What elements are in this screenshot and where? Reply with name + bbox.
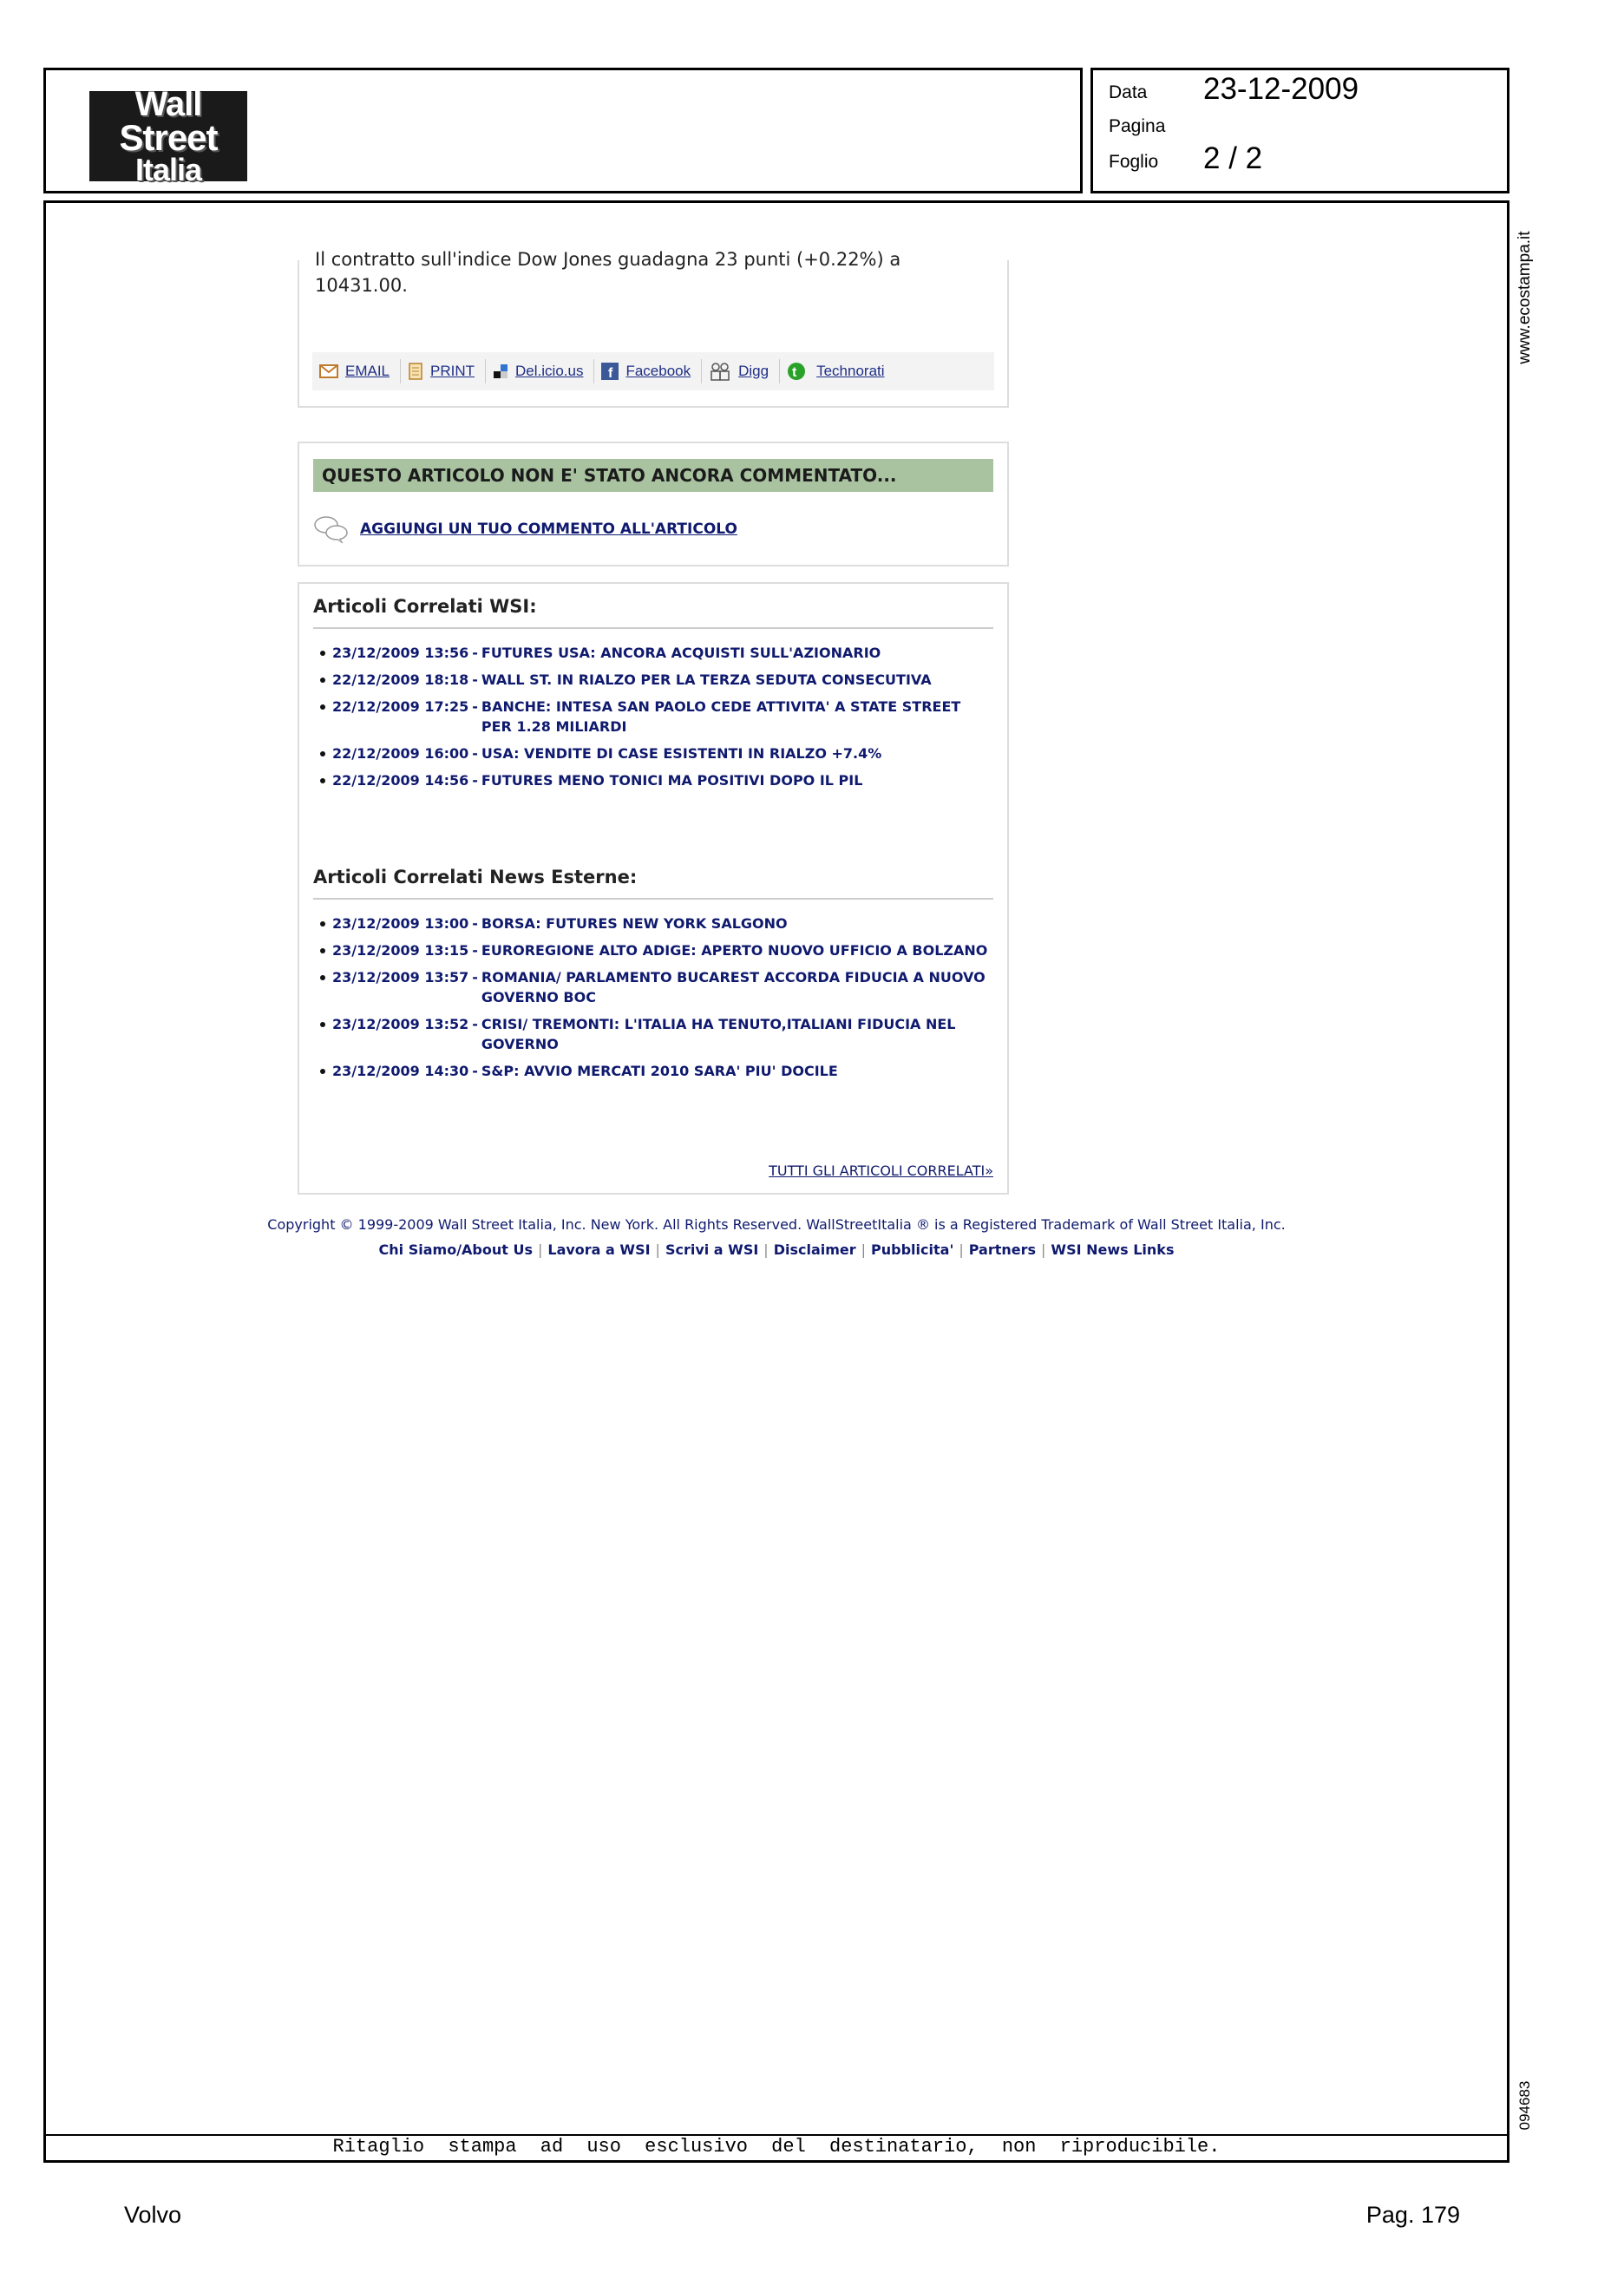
related-title-link[interactable]: CRISI/ TREMONTI: L'ITALIA HA TENUTO,ITALIANI FIDUCIA NEL GOVERNO bbox=[481, 1016, 956, 1052]
comments-heading: QUESTO ARTICOLO NON E' STATO ANCORA COMMENTATO... bbox=[313, 459, 993, 492]
footer-link-disclaimer[interactable]: Disclaimer bbox=[773, 1241, 856, 1258]
email-link[interactable]: EMAIL bbox=[345, 363, 390, 379]
related-ext-rule bbox=[313, 898, 993, 900]
header-logo-box bbox=[43, 68, 1083, 193]
related-date: 23/12/2009 13:57 bbox=[332, 969, 469, 986]
side-code-text: 094683 bbox=[1516, 2080, 1533, 2131]
technorati-link[interactable]: Technorati bbox=[816, 363, 885, 379]
logo-line-1: Wall bbox=[134, 84, 202, 123]
facebook-icon bbox=[601, 363, 619, 380]
email-icon bbox=[319, 364, 338, 378]
related-wsi-item[interactable]: 23/12/2009 13:56 - FUTURES USA: ANCORA ACQUISTI SULL'AZIONARIO bbox=[320, 643, 988, 663]
data-label: Data bbox=[1109, 82, 1148, 102]
related-date: 23/12/2009 13:56 bbox=[332, 645, 469, 661]
related-wsi-item[interactable]: 22/12/2009 14:56 - FUTURES MENO TONICI MA POSITIVI DOPO IL PIL bbox=[320, 770, 988, 790]
related-wsi-item[interactable]: 22/12/2009 18:18 - WALL ST. IN RIALZO PER LA TERZA SEDUTA CONSECUTIVA bbox=[320, 670, 988, 690]
related-title-link[interactable]: EUROREGIONE ALTO ADIGE: APERTO NUOVO UFFICIO A BOLZANO bbox=[481, 942, 988, 959]
related-date: 23/12/2009 13:15 bbox=[332, 942, 469, 959]
delicious-icon bbox=[493, 363, 508, 379]
footer-link-contact[interactable]: Scrivi a WSI bbox=[665, 1241, 759, 1258]
related-title-link[interactable]: S&P: AVVIO MERCATI 2010 SARA' PIU' DOCILE bbox=[481, 1063, 838, 1079]
related-title-link[interactable]: FUTURES USA: ANCORA ACQUISTI SULL'AZIONARIO bbox=[481, 645, 881, 661]
related-title-link[interactable]: WALL ST. IN RIALZO PER LA TERZA SEDUTA CONSECUTIVA bbox=[481, 671, 932, 688]
comments-box bbox=[298, 442, 1009, 566]
related-ext-item[interactable]: 23/12/2009 13:52 - CRISI/ TREMONTI: L'ITALIA HA TENUTO,ITALIANI FIDUCIA NEL GOVERNO bbox=[320, 1014, 988, 1054]
related-ext-item[interactable]: 23/12/2009 13:00 - BORSA: FUTURES NEW YORK SALGONO bbox=[320, 914, 988, 933]
delicious-link[interactable]: Del.icio.us bbox=[515, 363, 584, 379]
related-date: 22/12/2009 17:25 bbox=[332, 698, 469, 715]
foglio-value: 2 / 2 bbox=[1203, 141, 1263, 175]
logo-line-2: Street bbox=[119, 116, 218, 158]
add-comment-link[interactable]: AGGIUNGI UN TUO COMMENTO ALL'ARTICOLO bbox=[360, 521, 737, 538]
logo-line-3: Italia bbox=[134, 151, 202, 187]
article-last-line: 10431.00. bbox=[315, 275, 408, 296]
print-icon bbox=[408, 363, 423, 380]
related-ext-item[interactable]: 23/12/2009 14:30 - S&P: AVVIO MERCATI 2010 SARA' PIU' DOCILE bbox=[320, 1061, 988, 1081]
copyright-text: Copyright © 1999-2009 Wall Street Italia, Inc. New York. All Rights Reserved. WallStreetItalia ® is a Registered Trademark of Wall Street Italia, Inc. bbox=[267, 1216, 1286, 1233]
clipping-disclaimer: Ritaglio stampa ad uso esclusivo del destinatario, non riproducibile. bbox=[332, 2136, 1221, 2158]
svg-text:t: t bbox=[792, 365, 797, 380]
related-date: 23/12/2009 13:00 bbox=[332, 915, 469, 932]
foglio-label: Foglio bbox=[1109, 152, 1159, 172]
related-wsi-item[interactable]: 22/12/2009 16:00 - USA: VENDITE DI CASE ESISTENTI IN RIALZO +7.4% bbox=[320, 743, 988, 763]
related-wsi-title: Articoli Correlati WSI: bbox=[313, 596, 537, 617]
footer-link-news-links[interactable]: WSI News Links bbox=[1051, 1241, 1175, 1258]
related-date: 23/12/2009 13:52 bbox=[332, 1016, 469, 1032]
article-text bbox=[315, 249, 992, 299]
wall-street-italia-logo bbox=[89, 84, 247, 187]
share-print[interactable] bbox=[401, 359, 486, 383]
client-name: Volvo bbox=[124, 2202, 182, 2228]
related-ext-item[interactable]: 23/12/2009 13:57 - ROMANIA/ PARLAMENTO BUCAREST ACCORDA FIDUCIA A NUOVO GOVERNO BOC bbox=[320, 967, 988, 1007]
page-number: Pag. 179 bbox=[1365, 2202, 1460, 2228]
related-wsi-list bbox=[320, 643, 988, 797]
footer-link-partners[interactable]: Partners bbox=[968, 1241, 1037, 1258]
side-url bbox=[1510, 215, 1540, 380]
data-value: 23-12-2009 bbox=[1203, 72, 1359, 106]
related-title-link[interactable]: FUTURES MENO TONICI MA POSITIVI DOPO IL PIL bbox=[481, 772, 863, 789]
related-title-link[interactable]: USA: VENDITE DI CASE ESISTENTI IN RIALZO +7.4% bbox=[481, 745, 882, 762]
add-comment[interactable] bbox=[313, 514, 737, 544]
share-technorati[interactable] bbox=[780, 359, 894, 383]
share-delicious[interactable] bbox=[486, 359, 594, 383]
facebook-link[interactable]: Facebook bbox=[625, 363, 691, 379]
related-articles-box bbox=[298, 582, 1009, 1195]
all-related-link[interactable]: TUTTI GLI ARTICOLI CORRELATI» bbox=[769, 1162, 993, 1179]
digg-link[interactable]: Digg bbox=[738, 363, 769, 379]
article-cut-line-text: Il contratto sull'indice Dow Jones guadagna 23 punti (+0.22%) a bbox=[315, 249, 901, 270]
related-date: 22/12/2009 16:00 bbox=[332, 745, 469, 762]
footer-links: Chi Siamo/About Us | Lavora a WSI | Scrivi a WSI | Disclaimer | Pubblicita' | Partners | WSI News Links bbox=[378, 1241, 1175, 1258]
print-link[interactable]: PRINT bbox=[430, 363, 475, 379]
share-bar bbox=[312, 352, 994, 390]
related-title-link[interactable]: BANCHE: INTESA SAN PAOLO CEDE ATTIVITA' A STATE STREET PER 1.28 MILIARDI bbox=[481, 698, 961, 735]
share-facebook[interactable] bbox=[594, 359, 702, 383]
related-title-link[interactable]: BORSA: FUTURES NEW YORK SALGONO bbox=[481, 915, 788, 932]
side-code bbox=[1510, 2075, 1540, 2136]
related-wsi-item[interactable]: 22/12/2009 17:25 - BANCHE: INTESA SAN PAOLO CEDE ATTIVITA' A STATE STREET PER 1.28 MILIARDI bbox=[320, 697, 988, 737]
related-wsi-rule bbox=[313, 627, 993, 629]
related-ext-list bbox=[320, 914, 988, 1088]
share-email[interactable] bbox=[312, 359, 401, 383]
digg-icon bbox=[709, 362, 731, 381]
article-cut-line bbox=[315, 249, 992, 272]
related-ext-title: Articoli Correlati News Esterne: bbox=[313, 867, 638, 887]
footer-link-advertising[interactable]: Pubblicita' bbox=[871, 1241, 954, 1258]
related-ext-item[interactable]: 23/12/2009 13:15 - EUROREGIONE ALTO ADIGE: APERTO NUOVO UFFICIO A BOLZANO bbox=[320, 940, 988, 960]
speech-bubble-icon bbox=[313, 514, 350, 544]
side-url-text: www.ecostampa.it bbox=[1516, 231, 1534, 364]
related-title-link[interactable]: ROMANIA/ PARLAMENTO BUCAREST ACCORDA FIDUCIA A NUOVO GOVERNO BOC bbox=[481, 969, 986, 1005]
svg-text:f: f bbox=[608, 366, 613, 381]
pagina-label: Pagina bbox=[1109, 116, 1166, 136]
related-date: 22/12/2009 18:18 bbox=[332, 671, 469, 688]
related-date: 23/12/2009 14:30 bbox=[332, 1063, 469, 1079]
footer-link-jobs[interactable]: Lavora a WSI bbox=[547, 1241, 651, 1258]
related-date: 22/12/2009 14:56 bbox=[332, 772, 469, 789]
technorati-icon bbox=[787, 362, 809, 381]
share-digg[interactable] bbox=[702, 359, 780, 383]
header-meta-box bbox=[1090, 68, 1509, 193]
article-box bbox=[298, 249, 1009, 408]
footer-link-about[interactable]: Chi Siamo/About Us bbox=[378, 1241, 533, 1258]
